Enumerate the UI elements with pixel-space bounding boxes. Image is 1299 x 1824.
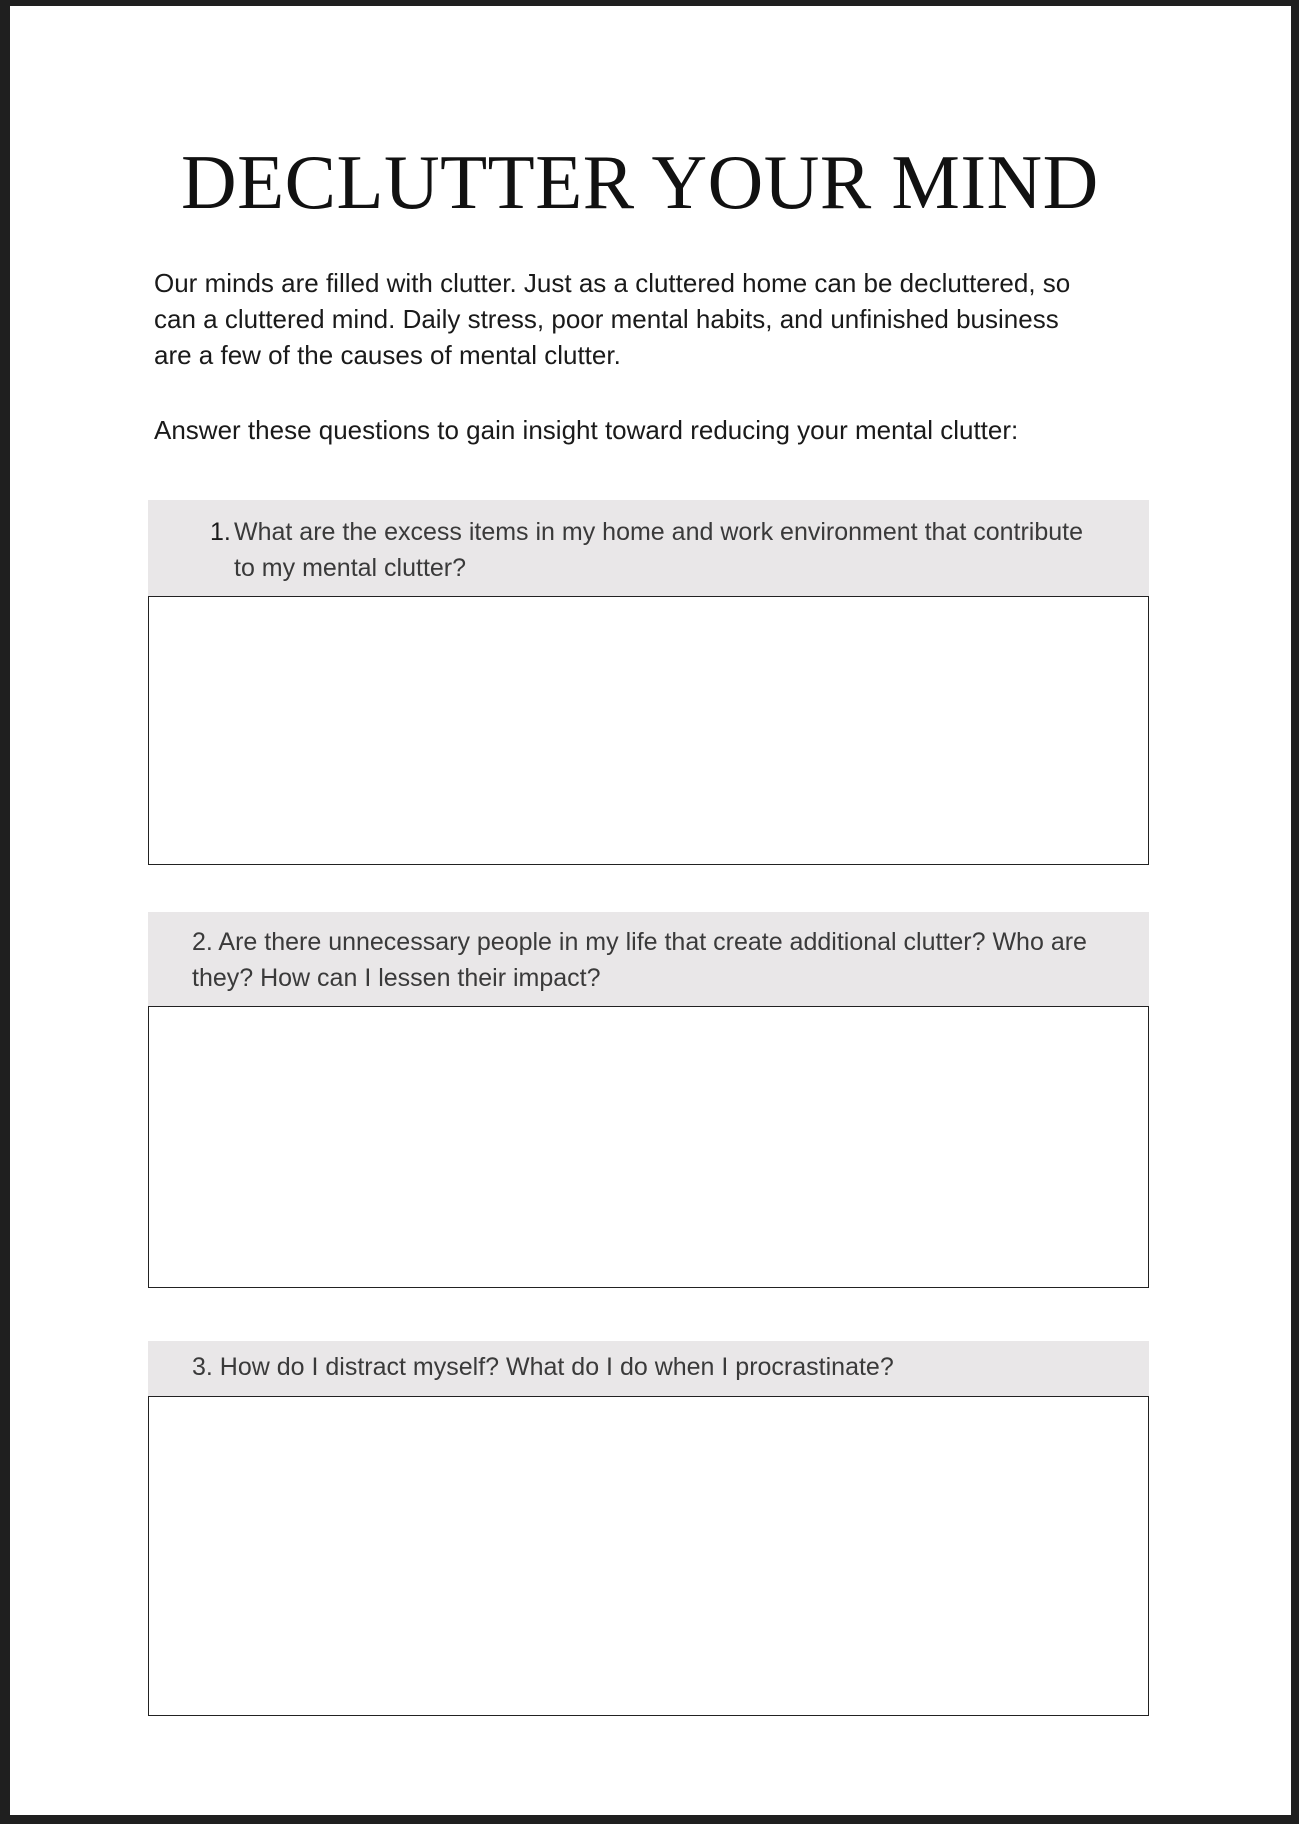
- question-header-3: [148, 1341, 1149, 1396]
- page-title: DECLUTTER YOUR MIND: [181, 139, 1099, 225]
- question-block-3: [148, 1341, 1149, 1716]
- instructions-text: Answer these questions to gain insight toward reducing your mental clutter:: [154, 415, 1019, 445]
- answer-box-2[interactable]: [148, 1006, 1149, 1288]
- question-text-3: 3. How do I distract myself? What do I do when I procrastinate?: [192, 1353, 894, 1381]
- question-text-2: 2. Are there unnecessary people in my life that create additional clutter? Who are they? How can I lessen their impact?: [192, 928, 1087, 992]
- question-text-1: What are the excess items in my home and work environment that contribute to my mental clutter?: [234, 518, 1083, 582]
- answer-box-3[interactable]: [148, 1396, 1149, 1716]
- answer-box-1[interactable]: [148, 596, 1149, 865]
- question-header-1: [148, 500, 1149, 596]
- worksheet-page: [10, 6, 1291, 1815]
- intro-paragraph: Our minds are filled with clutter. Just as a cluttered home can be decluttered, so can a cluttered mind. Daily stress, poor mental habits, and unfinished business are a few of the causes of mental clutter.: [154, 268, 1071, 370]
- question-number-1: 1.: [210, 518, 231, 546]
- question-block-2: [148, 912, 1149, 1288]
- question-block-1: [148, 500, 1149, 865]
- question-header-2: [148, 912, 1149, 1006]
